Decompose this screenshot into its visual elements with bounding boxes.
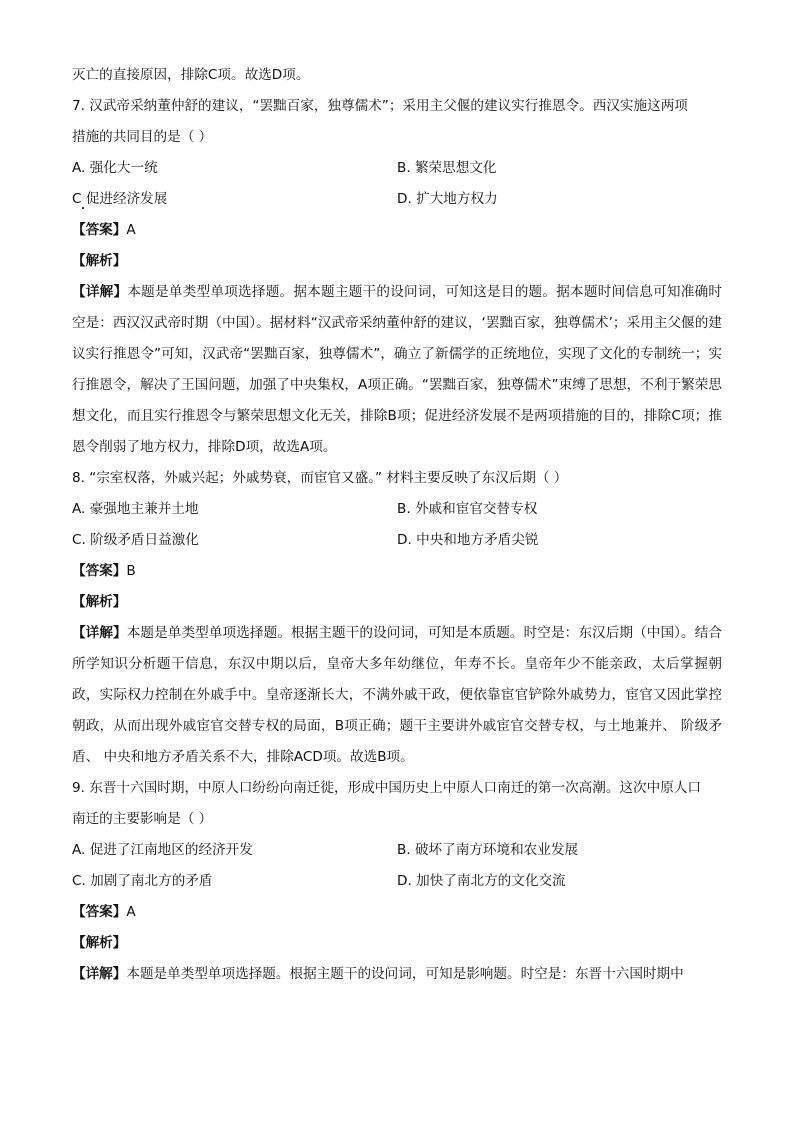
- answer-tag: 【答案】: [72, 222, 127, 238]
- detail-text: 本题是单类型单项选择题。据本题主题干的设问词，可知这是目的题。据本题时间信息可知准确时空是：西汉汉武帝时期（中国）。据材料“汉武帝采纳董仲舒的建议，‘罢黜百家，独尊儒术’；采用主父偃的建议实行推恩令”可知，汉武帝“罢黜百家，独尊儒术”，确立了新儒学的正统地位，实现了文化的专制统一；实行推恩令，解决了王国问题，加强了中央集权，A项正确。“罢黜百家，独尊儒术”束缚了思想，不利于繁荣思想文化，而且实行推恩令与繁荣思想文化无关，排除B项；促进经济发展不是两项措施的目的，排除C项；推恩令削弱了地方权力，排除D项，故选A项。: [72, 284, 723, 455]
- options-row: [72, 835, 722, 866]
- option-c: C. 阶级矛盾日益激化: [72, 532, 199, 548]
- question-stem-line: 8. “宗室权落，外戚兴起；外戚势衰，而宦官又盛。” 材料主要反映了东汉后期（ ）: [72, 470, 568, 486]
- detail-tag: 【详解】: [72, 966, 127, 982]
- answer-tag: 【答案】: [72, 563, 127, 579]
- detail-paragraph: [72, 959, 722, 990]
- question-8: [72, 463, 722, 773]
- analysis-tag: 【解析】: [72, 594, 127, 610]
- answer-line: [72, 215, 722, 246]
- option-d: D. 加快了南北方的文化交流: [397, 873, 566, 889]
- detail-tag: 【详解】: [72, 625, 127, 641]
- option-b: B. 外戚和宦官交替专权: [397, 501, 538, 517]
- option-d: D. 中央和地方矛盾尖锐: [397, 532, 539, 548]
- detail-text: 本题是单类型单项选择题。根据主题干的设问词，可知是影响题。时空是：东晋十六国时期中: [126, 966, 684, 982]
- question-9: [72, 773, 722, 990]
- option-b: B. 破坏了南方环境和农业发展: [397, 842, 579, 858]
- answer-line: [72, 556, 722, 587]
- question-stem-line: 7. 汉武帝采纳董仲舒的建议，“罢黜百家，独尊儒术”；采用主父偃的建议实行推恩令。西汉实施这两项: [72, 98, 688, 114]
- answer-value: B: [126, 563, 136, 579]
- options-row: [72, 866, 722, 897]
- answer-value: A: [126, 222, 136, 238]
- detail-text: 本题是单类型单项选择题。根据主题干的设问词，可知是本质题。时空是：东汉后期（中国）。结合所学知识分析题干信息，东汉中期以后，皇帝大多年幼继位，年寿不长。皇帝年少不能亲政，太后掌握朝政，实际权力控制在外戚手中。皇帝逐渐长大，不满外戚干政，便依靠宦官铲除外戚势力，宦官又因此掌控朝政，从而出现外戚宦官交替专权的局面，B项正确；题干主要讲外戚宦官交替专权，与土地兼并、 阶级矛盾、 中央和地方矛盾关系不大，排除ACD项。故选B项。: [72, 625, 723, 765]
- analysis-tag: 【解析】: [72, 253, 127, 269]
- detail-paragraph: [72, 277, 722, 463]
- options-row: [72, 494, 722, 525]
- question-stem-line: 9. 东晋十六国时期，中原人口纷纷向南迁徙，形成中国历史上中原人口南迁的第一次高潮。这次中原人口: [72, 780, 702, 796]
- option-c: C. 加剧了南北方的矛盾: [72, 873, 213, 889]
- question-7: [72, 91, 722, 463]
- option-a: A. 促进了江南地区的经济开发: [72, 842, 253, 858]
- document-page: [72, 60, 722, 990]
- options-row: [72, 525, 722, 556]
- option-a: A. 强化大一统: [72, 160, 158, 176]
- options-row: [72, 184, 722, 215]
- option-b: B. 繁荣思想文化: [397, 160, 497, 176]
- question-stem-line: 措施的共同目的是（ ）: [72, 129, 213, 145]
- answer-tag: 【答案】: [72, 904, 127, 920]
- question-stem-line: 南迁的主要影响是（ ）: [72, 811, 213, 827]
- detail-tag: 【详解】: [72, 284, 128, 300]
- option-d: D. 扩大地方权力: [397, 191, 498, 207]
- options-row: [72, 153, 722, 184]
- detail-paragraph: [72, 618, 722, 773]
- lead-text: 灭亡的直接原因，排除C项。故选D项。: [72, 67, 310, 83]
- option-c: C 促进经济发展: [72, 191, 168, 207]
- analysis-tag: 【解析】: [72, 935, 127, 951]
- answer-line: [72, 897, 722, 928]
- option-a: A. 豪强地主兼并土地: [72, 501, 199, 517]
- stray-dot-mark: [82, 207, 84, 209]
- answer-value: A: [126, 904, 136, 920]
